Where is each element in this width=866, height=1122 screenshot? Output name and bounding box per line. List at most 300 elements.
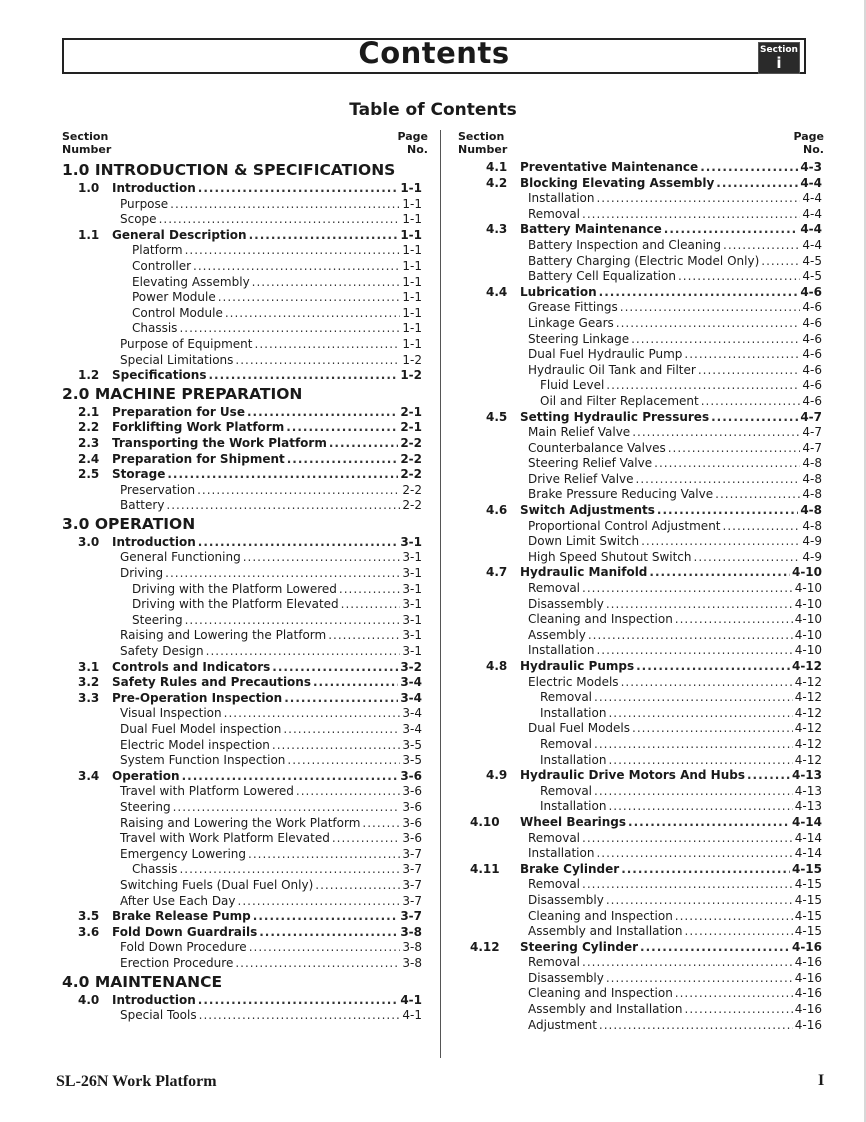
toc-subsection-entry[interactable]: [62, 566, 422, 582]
entry-page-number: 3-5: [402, 753, 422, 768]
entry-title: Introduction: [112, 181, 196, 195]
entry-title: Wheel Bearings: [520, 814, 627, 829]
toc-section-entry[interactable]: [470, 503, 822, 519]
right-column-header: [458, 130, 824, 156]
toc-section-entry[interactable]: [62, 420, 422, 436]
dot-leader: [296, 784, 401, 800]
entry-title: Dual Fuel Hydraulic Pump: [528, 347, 683, 362]
dot-leader: [341, 597, 401, 613]
section-header: [62, 38, 806, 74]
toc-subsection-entry[interactable]: [470, 238, 822, 254]
toc-subsection-entry[interactable]: [470, 893, 822, 909]
toc-subsection-entry[interactable]: [470, 955, 822, 971]
entry-page-number: 4-10: [794, 612, 822, 627]
entry-title: Elevating Assembly: [132, 274, 250, 289]
toc-subsection-entry[interactable]: [62, 706, 422, 722]
dot-leader: [259, 925, 398, 941]
toc-subsection-entry[interactable]: [470, 971, 822, 987]
toc-subsection-entry[interactable]: [470, 643, 822, 659]
toc-section-entry[interactable]: [62, 660, 422, 676]
section-number: 3.2: [78, 675, 100, 690]
dot-leader: [248, 847, 400, 863]
toc-section-entry[interactable]: [62, 467, 422, 483]
dot-leader: [606, 597, 793, 613]
dot-leader: [328, 628, 400, 644]
entry-page-number: 3-6: [402, 815, 422, 830]
entry-page-number: 1-2: [402, 352, 422, 367]
entry-page-number: 4-13: [794, 799, 822, 814]
toc-subsection-entry[interactable]: [470, 799, 822, 815]
toc-part-heading[interactable]: [62, 384, 422, 405]
toc-subsection-entry[interactable]: [62, 337, 422, 353]
toc-subsection-entry[interactable]: [62, 306, 422, 322]
toc-subsection-entry[interactable]: [62, 644, 422, 660]
entry-title: Power Module: [132, 290, 216, 305]
toc-subsection-entry[interactable]: [470, 675, 822, 691]
toc-section-entry[interactable]: [470, 815, 822, 831]
section-number: 4.9: [486, 768, 508, 783]
no-label: No.: [407, 143, 428, 156]
entry-page-number: 1-1: [402, 196, 422, 211]
entry-title: Cleaning and Inspection: [528, 612, 673, 627]
dot-leader: [332, 831, 401, 847]
dot-leader: [596, 846, 792, 862]
section-number: 4.11: [470, 861, 500, 876]
dot-leader: [198, 181, 399, 197]
entry-page-number: 3-1: [402, 597, 422, 612]
entry-title: Linkage Gears: [528, 315, 614, 330]
entry-page-number: 4-5: [802, 269, 822, 284]
dot-leader: [668, 441, 801, 457]
toc-subsection-entry[interactable]: [470, 534, 822, 550]
toc-subsection-entry[interactable]: [470, 1002, 822, 1018]
toc-subsection-entry[interactable]: [62, 243, 422, 259]
toc-subsection-entry[interactable]: [470, 254, 822, 270]
toc-subsection-entry[interactable]: [470, 487, 822, 503]
dot-leader: [678, 269, 800, 285]
entry-title: Electric Model inspection: [120, 737, 270, 752]
toc-section-entry[interactable]: [62, 405, 422, 421]
entry-page-number: 4-6: [802, 362, 822, 377]
entry-page-number: 1-1: [402, 305, 422, 320]
section-number: 3.6: [78, 924, 100, 939]
entry-title: Operation: [112, 768, 180, 783]
toc-section-entry[interactable]: [470, 768, 822, 784]
toc-subsection-entry[interactable]: [62, 212, 422, 228]
dot-leader: [165, 566, 400, 582]
dot-leader: [596, 643, 792, 659]
entry-page-number: 1-1: [400, 227, 422, 242]
entry-title: Safety Design: [120, 644, 204, 659]
dot-leader: [594, 737, 793, 753]
entry-page-number: 4-8: [802, 487, 822, 502]
entry-title: Driving with the Platform Lowered: [132, 581, 337, 596]
toc-subsection-entry[interactable]: [470, 909, 822, 925]
toc-subsection-entry[interactable]: [470, 550, 822, 566]
entry-title: Cleaning and Inspection: [528, 908, 673, 923]
toc-subsection-entry[interactable]: [62, 628, 422, 644]
entry-page-number: 4-10: [794, 581, 822, 596]
toc-subsection-entry[interactable]: [470, 363, 822, 379]
toc-subsection-entry[interactable]: [470, 441, 822, 457]
part-title: 1.0 INTRODUCTION & SPECIFICATIONS: [62, 161, 396, 179]
toc-section-entry[interactable]: [470, 160, 822, 176]
dot-leader: [198, 993, 399, 1009]
toc-section-entry[interactable]: [470, 176, 822, 192]
entry-title: Controller: [132, 258, 192, 273]
dot-leader: [664, 222, 799, 238]
toc-subsection-entry[interactable]: [470, 846, 822, 862]
entry-page-number: 3-6: [402, 831, 422, 846]
toc-subsection-entry[interactable]: [470, 721, 822, 737]
toc-subsection-entry[interactable]: [470, 831, 822, 847]
section-number: 1.1: [78, 227, 100, 242]
toc-section-entry[interactable]: [470, 410, 822, 426]
entry-title: Installation: [540, 752, 607, 767]
toc-section-entry[interactable]: [62, 675, 422, 691]
toc-subsection-entry[interactable]: [470, 472, 822, 488]
toc-subsection-entry[interactable]: [62, 784, 422, 800]
toc-subsection-entry[interactable]: [62, 831, 422, 847]
toc-subsection-entry[interactable]: [470, 269, 822, 285]
toc-subsection-entry[interactable]: [470, 753, 822, 769]
entry-page-number: 4-14: [794, 846, 822, 861]
toc-subsection-entry[interactable]: [470, 784, 822, 800]
dot-leader: [747, 768, 790, 784]
entry-page-number: 3-6: [400, 768, 422, 783]
entry-page-number: 3-4: [402, 722, 422, 736]
dot-leader: [286, 420, 398, 436]
entry-page-number: 4-12: [791, 659, 822, 673]
entry-page-number: 4-12: [794, 705, 822, 720]
toc-section-entry[interactable]: [470, 285, 822, 301]
dot-leader: [640, 940, 790, 956]
dot-leader: [675, 909, 793, 925]
toc-subsection-entry[interactable]: [470, 612, 822, 628]
toc-subsection-entry[interactable]: [62, 894, 422, 910]
toc-subsection-entry[interactable]: [470, 924, 822, 940]
toc-subsection-entry[interactable]: [470, 519, 822, 535]
number-label: Number: [458, 143, 508, 156]
toc-subsection-entry[interactable]: [470, 378, 822, 394]
toc-part-heading[interactable]: [62, 972, 422, 993]
toc-subsection-entry[interactable]: [470, 628, 822, 644]
toc-subsection-entry[interactable]: [62, 753, 422, 769]
entry-page-number: 3-4: [400, 690, 422, 705]
entry-page-number: 4-15: [794, 892, 822, 907]
entry-title: Drive Relief Valve: [528, 471, 634, 486]
entry-title: Storage: [112, 467, 166, 482]
entry-page-number: 4-16: [794, 1017, 822, 1032]
dot-leader: [632, 425, 800, 441]
entry-title: Battery: [120, 498, 165, 513]
toc-subsection-entry[interactable]: [62, 862, 422, 878]
dot-leader: [198, 535, 399, 551]
dot-leader: [608, 753, 792, 769]
toc-subsection-entry[interactable]: [470, 332, 822, 348]
dot-leader: [272, 738, 400, 754]
toc-subsection-entry[interactable]: [470, 877, 822, 893]
dot-leader: [636, 659, 790, 675]
dot-leader: [182, 769, 399, 785]
entry-title: Installation: [528, 846, 595, 861]
section-number: 4.12: [470, 939, 500, 954]
dot-leader: [218, 290, 401, 306]
section-number: 3.3: [78, 690, 100, 705]
entry-page-number: 1-1: [402, 212, 422, 227]
toc-section-entry[interactable]: [470, 222, 822, 238]
entry-page-number: 4-12: [794, 721, 822, 736]
dot-leader: [594, 784, 793, 800]
section-label: Section: [458, 130, 505, 143]
entry-page-number: 4-10: [794, 643, 822, 658]
entry-page-number: 4-12: [794, 674, 822, 689]
toc-subsection-entry[interactable]: [470, 597, 822, 613]
entry-page-number: 3-6: [402, 799, 422, 814]
toc-section-entry[interactable]: [62, 452, 422, 468]
toc-subsection-entry[interactable]: [62, 613, 422, 629]
section-number: 4.1: [486, 160, 508, 174]
dot-leader: [657, 503, 798, 519]
toc-subsection-entry[interactable]: [470, 347, 822, 363]
toc-section-entry[interactable]: [470, 565, 822, 581]
section-number: 4.10: [470, 814, 500, 829]
entry-page-number: 1-1: [402, 290, 422, 305]
toc-section-entry[interactable]: [470, 659, 822, 675]
entry-title: Assembly and Installation: [528, 1002, 683, 1017]
entry-page-number: 4-6: [802, 300, 822, 315]
toc-subsection-entry[interactable]: [470, 425, 822, 441]
entry-page-number: 4-12: [794, 736, 822, 751]
dot-leader: [606, 378, 800, 394]
entry-title: Introduction: [112, 534, 196, 549]
page-label: Page: [793, 130, 824, 143]
dot-leader: [185, 243, 401, 259]
entry-title: Installation: [540, 799, 607, 814]
dot-leader: [247, 405, 398, 421]
entry-title: Preventative Maintenance: [520, 160, 699, 174]
dot-leader: [608, 706, 792, 722]
dot-leader: [636, 472, 801, 488]
entry-page-number: 4-16: [794, 986, 822, 1001]
dot-leader: [582, 877, 793, 893]
entry-page-number: 4-4: [802, 206, 822, 221]
toc-subsection-entry[interactable]: [470, 191, 822, 207]
entry-title: Specifications: [112, 368, 207, 383]
entry-title: Removal: [528, 830, 581, 845]
toc-subsection-entry[interactable]: [62, 816, 422, 832]
toc-subsection-entry[interactable]: [470, 737, 822, 753]
toc-section-entry[interactable]: [62, 769, 422, 785]
entry-page-number: 4-9: [802, 534, 822, 549]
toc-subsection-entry[interactable]: [62, 722, 422, 738]
toc-subsection-entry[interactable]: [62, 498, 422, 514]
section-badge-number: i: [776, 54, 782, 72]
entry-title: Fluid Level: [540, 378, 605, 393]
entry-page-number: 3-8: [402, 955, 422, 970]
toc-section-entry[interactable]: [62, 535, 422, 551]
entry-title: High Speed Shutout Switch: [528, 549, 692, 564]
toc-section-entry[interactable]: [62, 436, 422, 452]
toc-subsection-entry[interactable]: [62, 321, 422, 337]
entry-page-number: 3-7: [402, 862, 422, 877]
dot-leader: [700, 160, 798, 176]
dot-leader: [694, 550, 801, 566]
dot-leader: [235, 956, 400, 972]
entry-title: Platform: [132, 243, 183, 258]
entry-title: Down Limit Switch: [528, 534, 640, 549]
dot-leader: [238, 894, 401, 910]
entry-title: Switch Adjustments: [520, 503, 655, 518]
part-title: 3.0 OPERATION: [62, 514, 196, 533]
entry-title: Travel with Platform Lowered: [120, 784, 294, 799]
entry-title: General Description: [112, 227, 247, 242]
toc-section-entry[interactable]: [470, 862, 822, 878]
entry-title: Cleaning and Inspection: [528, 986, 673, 1001]
entry-title: Preparation for Use: [112, 404, 245, 419]
entry-page-number: 4-7: [800, 409, 822, 424]
toc-subsection-entry[interactable]: [62, 483, 422, 499]
toc-subsection-entry[interactable]: [62, 259, 422, 275]
toc-subsection-entry[interactable]: [62, 290, 422, 306]
entry-title: Visual Inspection: [120, 706, 222, 721]
toc-part-heading[interactable]: [62, 160, 422, 181]
dot-leader: [166, 498, 400, 514]
section-number: 2.3: [78, 435, 100, 450]
toc-subsection-entry[interactable]: [470, 706, 822, 722]
dot-leader: [723, 238, 800, 254]
toc-subsection-entry[interactable]: [62, 597, 422, 613]
dot-leader: [628, 815, 790, 831]
page-title: Contents: [358, 36, 510, 70]
entry-title: Raising and Lowering the Platform: [120, 628, 327, 643]
entry-title: Preparation for Shipment: [112, 451, 285, 466]
toc-subsection-entry[interactable]: [470, 581, 822, 597]
toc-section-entry[interactable]: [62, 909, 422, 925]
entry-title: Assembly: [528, 627, 586, 642]
dot-leader: [594, 690, 793, 706]
section-number: 2.5: [78, 467, 100, 482]
toc-subsection-entry[interactable]: [470, 986, 822, 1002]
toc-subsection-entry[interactable]: [470, 456, 822, 472]
entry-page-number: 4-8: [802, 471, 822, 486]
section-label: Section: [62, 130, 109, 143]
entry-title: Hydraulic Pumps: [520, 659, 635, 673]
entry-page-number: 3-4: [400, 675, 422, 690]
part-title: 4.0 MAINTENANCE: [62, 972, 223, 991]
entry-title: Transporting the Work Platform: [112, 435, 327, 450]
entry-title: Driving with the Platform Elevated: [132, 597, 339, 612]
dot-leader: [620, 300, 801, 316]
toc-subsection-entry[interactable]: [62, 550, 422, 566]
toc-subsection-entry[interactable]: [62, 940, 422, 956]
toc-section-entry[interactable]: [62, 993, 422, 1009]
section-badge: [758, 42, 800, 74]
dot-leader: [654, 456, 800, 472]
toc-subsection-entry[interactable]: [470, 316, 822, 332]
entry-title: Switching Fuels (Dual Fuel Only): [120, 877, 314, 892]
entry-title: Steering Relief Valve: [528, 456, 653, 471]
toc-section-entry[interactable]: [62, 181, 422, 197]
toc-subsection-entry[interactable]: [470, 300, 822, 316]
toc-section-entry[interactable]: [62, 925, 422, 941]
entry-page-number: 2-2: [402, 482, 422, 497]
entry-title: Disassembly: [528, 596, 604, 611]
entry-page-number: 4-15: [794, 908, 822, 923]
dot-leader: [701, 394, 801, 410]
entry-title: Battery Maintenance: [520, 222, 662, 237]
dot-leader: [339, 582, 401, 598]
toc-section-entry[interactable]: [470, 940, 822, 956]
dot-leader: [170, 197, 400, 213]
entry-title: Controls and Indicators: [112, 659, 271, 674]
toc-section-entry[interactable]: [62, 368, 422, 384]
dot-leader: [208, 368, 398, 384]
dot-leader: [715, 487, 800, 503]
entry-page-number: 2-2: [400, 467, 422, 482]
entry-page-number: 4-8: [802, 456, 822, 471]
dot-leader: [249, 228, 399, 244]
toc-subsection-entry[interactable]: [470, 690, 822, 706]
toc-subsection-entry[interactable]: [62, 800, 422, 816]
entry-page-number: 4-16: [794, 955, 822, 970]
toc-subsection-entry[interactable]: [62, 738, 422, 754]
entry-page-number: 3-7: [400, 909, 422, 924]
toc-subsection-entry[interactable]: [470, 394, 822, 410]
toc-subsection-entry[interactable]: [62, 197, 422, 213]
entry-title: Hydraulic Drive Motors And Hubs: [520, 768, 745, 783]
dot-leader: [621, 862, 790, 878]
entry-title: Driving: [120, 566, 164, 581]
toc-subsection-entry[interactable]: [62, 275, 422, 291]
entry-title: Pre-Operation Inspection: [112, 690, 283, 705]
section-number: 4.2: [486, 175, 508, 190]
dot-leader: [224, 706, 401, 722]
dot-leader: [173, 800, 401, 816]
toc-subsection-entry[interactable]: [62, 1008, 422, 1024]
entry-title: Steering: [132, 612, 183, 627]
toc-subsection-entry[interactable]: [62, 956, 422, 972]
dot-leader: [193, 259, 400, 275]
number-label: Number: [62, 143, 112, 156]
toc-subsection-entry[interactable]: [62, 353, 422, 369]
part-title: 2.0 MACHINE PREPARATION: [62, 384, 303, 403]
dot-leader: [711, 410, 798, 426]
entry-title: Fold Down Procedure: [120, 940, 247, 955]
dot-leader: [179, 321, 400, 337]
toc-subsection-entry[interactable]: [470, 207, 822, 223]
dot-leader: [599, 285, 799, 301]
toc-subsection-entry[interactable]: [62, 878, 422, 894]
dot-leader: [255, 337, 401, 353]
toc-section-entry[interactable]: [62, 691, 422, 707]
entry-page-number: 4-10: [794, 627, 822, 642]
entry-page-number: 4-6: [802, 315, 822, 330]
toc-subsection-entry[interactable]: [62, 582, 422, 598]
entry-title: Removal: [528, 955, 581, 970]
toc-part-heading[interactable]: [62, 514, 422, 535]
entry-title: Preservation: [120, 482, 196, 497]
dot-leader: [315, 878, 400, 894]
toc-section-entry[interactable]: [62, 228, 422, 244]
footer-title: SL-26N Work Platform: [56, 1073, 217, 1090]
entry-title: Introduction: [112, 992, 196, 1007]
entry-title: Setting Hydraulic Pressures: [520, 409, 710, 424]
entry-page-number: 3-8: [402, 940, 422, 955]
toc-subsection-entry[interactable]: [470, 1018, 822, 1034]
entry-page-number: 4-4: [802, 191, 822, 206]
toc-subsection-entry[interactable]: [62, 847, 422, 863]
